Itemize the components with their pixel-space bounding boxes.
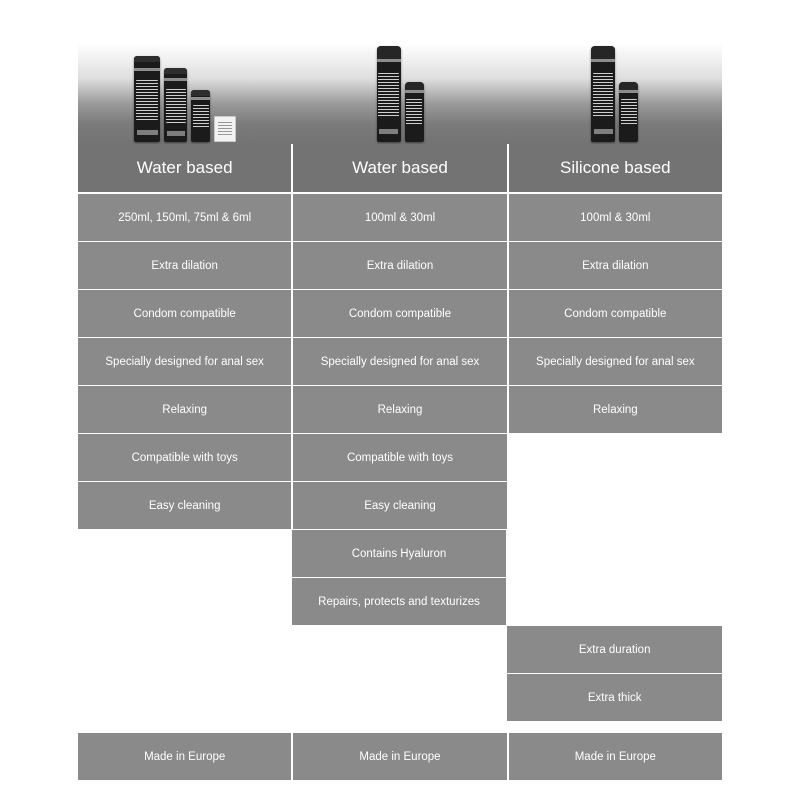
table-cell: Easy cleaning	[78, 482, 293, 529]
tube-footer-stripe	[167, 131, 185, 136]
bottle-brand-stripe	[405, 90, 424, 93]
product-bottle-30ml	[405, 82, 424, 142]
table-row	[78, 733, 722, 780]
tube-label	[166, 89, 185, 123]
product-tube-250ml	[134, 56, 160, 142]
bottle-label	[406, 99, 422, 127]
bottle-label	[378, 73, 398, 117]
table-cell: Compatible with toys	[78, 434, 293, 481]
bottle-footer-stripe	[379, 129, 398, 134]
table-cell-empty	[509, 482, 722, 529]
table-cell: Made in Europe	[293, 733, 508, 780]
bottle-cap-icon	[591, 46, 615, 59]
product-bottle-30ml	[619, 82, 638, 142]
column-header-1: Water based	[78, 144, 293, 192]
bottle-label	[593, 73, 613, 117]
table-row	[78, 674, 722, 721]
table-cell: Condom compatible	[293, 290, 508, 337]
bottle-brand-stripe	[619, 90, 638, 93]
table-cell: Extra dilation	[293, 242, 508, 289]
table-cell: Relaxing	[509, 386, 722, 433]
table-cell: Condom compatible	[78, 290, 293, 337]
product-tube-75ml	[191, 90, 210, 142]
bottle-footer-stripe	[594, 129, 613, 134]
bottle-cap-icon	[377, 46, 401, 59]
table-cell: Extra dilation	[78, 242, 293, 289]
table-cell-empty	[508, 578, 722, 625]
table-row	[78, 386, 722, 433]
product-sachet-6ml	[214, 116, 236, 142]
table-cell: Contains Hyaluron	[292, 530, 508, 577]
column-header-3: Silicone based	[560, 158, 671, 177]
table-row	[78, 434, 722, 481]
feature-grid	[78, 194, 722, 781]
table-cell: 100ml & 30ml	[509, 194, 722, 241]
table-cell: Compatible with toys	[293, 434, 508, 481]
table-row	[78, 626, 722, 673]
table-cell-empty	[509, 434, 722, 481]
table-cell-empty	[78, 530, 292, 577]
bottle-brand-stripe	[377, 59, 401, 62]
table-cell: 100ml & 30ml	[293, 194, 508, 241]
table-row	[78, 530, 722, 577]
tube-brand-stripe	[191, 97, 210, 100]
table-cell: Extra duration	[507, 626, 722, 673]
table-cell: Relaxing	[293, 386, 508, 433]
table-cell: Specially designed for anal sex	[293, 338, 508, 385]
bottle-label	[621, 99, 637, 127]
bottle-brand-stripe	[591, 59, 615, 62]
table-cell: Condom compatible	[509, 290, 722, 337]
table-row	[78, 242, 722, 289]
tube-brand-stripe	[134, 68, 160, 71]
tube-brand-stripe	[164, 78, 187, 81]
column-header-2: Water based	[293, 144, 508, 192]
table-row	[78, 290, 722, 337]
table-cell-empty	[78, 578, 292, 625]
grid-spacer	[78, 722, 722, 732]
table-cell-empty	[78, 626, 293, 673]
tube-cap-icon	[134, 56, 160, 62]
table-cell-empty	[293, 626, 508, 673]
table-row	[78, 482, 722, 529]
table-cell: Extra dilation	[509, 242, 722, 289]
table-cell: Made in Europe	[509, 733, 722, 780]
table-header-row	[78, 144, 722, 192]
table-cell: Extra thick	[507, 674, 722, 721]
table-cell-empty	[293, 674, 508, 721]
product-group-water-based-bottles	[293, 18, 508, 144]
table-cell: Easy cleaning	[293, 482, 508, 529]
table-cell: Specially designed for anal sex	[509, 338, 722, 385]
product-tube-150ml	[164, 68, 187, 142]
product-group-silicone-based-bottles	[507, 18, 722, 144]
table-cell: Made in Europe	[78, 733, 293, 780]
table-cell: Specially designed for anal sex	[78, 338, 293, 385]
product-bottle-100ml	[377, 46, 401, 142]
product-bottle-100ml	[591, 46, 615, 142]
table-cell: Relaxing	[78, 386, 293, 433]
table-cell: 250ml, 150ml, 75ml & 6ml	[78, 194, 293, 241]
product-photo-columns	[78, 18, 722, 144]
tube-label	[136, 80, 158, 120]
tube-footer-stripe	[137, 130, 158, 135]
table-cell-empty	[508, 530, 722, 577]
table-cell-empty	[78, 674, 293, 721]
table-cell: Repairs, protects and texturizes	[292, 578, 508, 625]
tube-cap-icon	[191, 90, 210, 96]
table-row	[78, 338, 722, 385]
tube-label	[193, 105, 209, 129]
table-row	[78, 578, 722, 625]
tube-cap-icon	[164, 68, 187, 74]
table-row	[78, 194, 722, 241]
product-group-water-based-tubes	[78, 18, 293, 144]
